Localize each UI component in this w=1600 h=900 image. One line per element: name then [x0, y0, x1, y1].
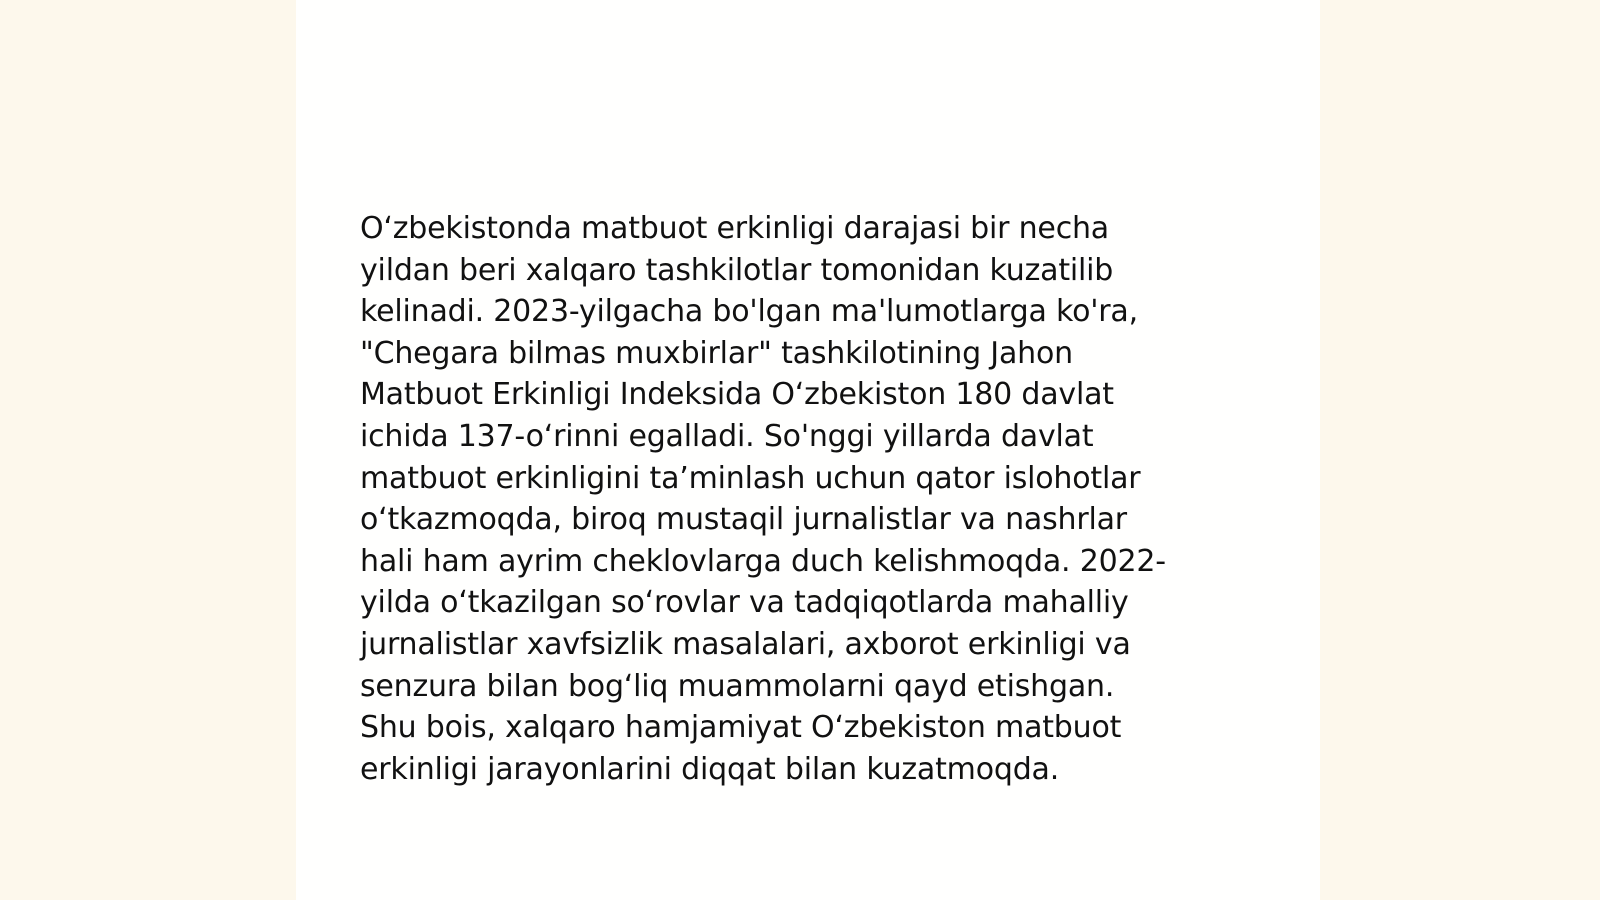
paragraph-line: O‘zbekistonda matbuot erkinligi darajasi bir necha [360, 211, 1109, 246]
document-page [296, 0, 1320, 900]
paragraph-line: erkinligi jarayonlarini diqqat bilan kuzatmoqda. [360, 751, 1060, 787]
paragraph-line: "Chegara bilmas muxbirlar" tashkilotining Jahon [360, 335, 1073, 371]
paragraph-line: Matbuot Erkinligi Indeksida O‘zbekiston 180 davlat [360, 377, 1114, 413]
paragraph-line: kelinadi. 2023-yilgacha bo'lgan ma'lumotlarga ko'ra, [360, 294, 1138, 330]
paragraph-line: yilda o‘tkazilgan so‘rovlar va tadqiqotlarda mahalliy [360, 585, 1129, 621]
paragraph-line: o‘tkazmoqda, biroq mustaqil jurnalistlar va nashrlar [360, 502, 1127, 538]
paragraph-line: hali ham ayrim cheklovlarga duch kelishmoqda. 2022- [360, 543, 1166, 579]
paragraph-line: Shu bois, xalqaro hamjamiyat O‘zbekiston matbuot [360, 710, 1122, 746]
paragraph-line: jurnalistlar xavfsizlik masalalari, axborot erkinligi va [360, 626, 1131, 662]
paragraph [360, 208, 1260, 790]
paragraph-line: matbuot erkinligini ta’minlash uchun qator islohotlar [360, 460, 1141, 496]
paragraph-line: senzura bilan bog‘liq muammolarni qayd etishgan. [360, 668, 1115, 704]
paragraph-line: yildan beri xalqaro tashkilotlar tomonidan kuzatilib [360, 252, 1114, 288]
paragraph-line: ichida 137-o‘rinni egalladi. So'nggi yillarda davlat [360, 418, 1094, 454]
